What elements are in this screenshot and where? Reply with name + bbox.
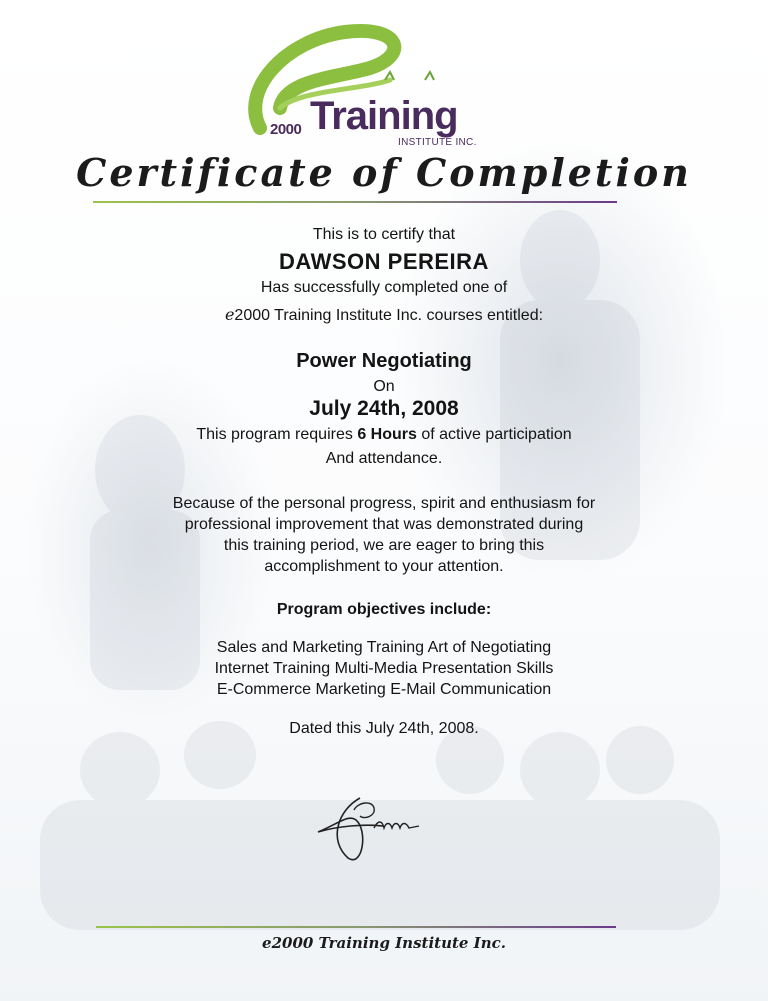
- attendance-line: And attendance.: [325, 450, 443, 467]
- dated-line: Dated this July 24th, 2008.: [289, 720, 479, 737]
- signature: [308, 790, 448, 870]
- course-name: Power Negotiating: [296, 350, 472, 372]
- course-date: July 24th, 2008: [309, 397, 459, 420]
- paragraph-line: this training period, we are eager to bring this: [223, 537, 545, 554]
- paragraph-line: Because of the personal progress, spirit and enthusiasm for: [172, 495, 596, 512]
- objective-item: Internet Training Multi-Media Presentation Skills: [214, 660, 554, 677]
- objective-item: E-Commerce Marketing E-Mail Communication: [216, 681, 552, 698]
- paragraph-line: accomplishment to your attention.: [264, 558, 504, 575]
- logo-prefix: 2000: [270, 121, 302, 138]
- on-label: On: [373, 378, 395, 395]
- recipient-name: DAWSON PEREIRA: [279, 249, 489, 274]
- courses-text: 2000 Training Institute Inc. courses entitled:: [234, 307, 544, 324]
- brand-prefix: e: [224, 305, 235, 324]
- requirement-suffix: of active participation: [416, 426, 572, 443]
- objectives-heading: Program objectives include:: [276, 601, 492, 618]
- institute-logo: [240, 20, 510, 148]
- certify-line: This is to certify that: [312, 226, 456, 243]
- requirement-line: [0, 426, 768, 444]
- footer-divider: [96, 926, 616, 928]
- requirement-prefix: This program requires: [196, 426, 358, 443]
- title-divider: [93, 201, 617, 203]
- objective-item: Sales and Marketing Training Art of Negotiating: [216, 639, 552, 656]
- completed-line: Has successfully completed one of: [260, 279, 508, 296]
- courses-line: [0, 305, 768, 325]
- paragraph-line: professional improvement that was demonstrated during: [184, 516, 584, 533]
- hours-value: 6 Hours: [357, 426, 417, 443]
- logo-subtitle: INSTITUTE INC.: [398, 137, 477, 148]
- logo-name: Training: [310, 94, 458, 138]
- footer-institute: e2000 Training Institute Inc.: [262, 934, 506, 952]
- certificate-title: Certificate of Completion: [76, 150, 692, 195]
